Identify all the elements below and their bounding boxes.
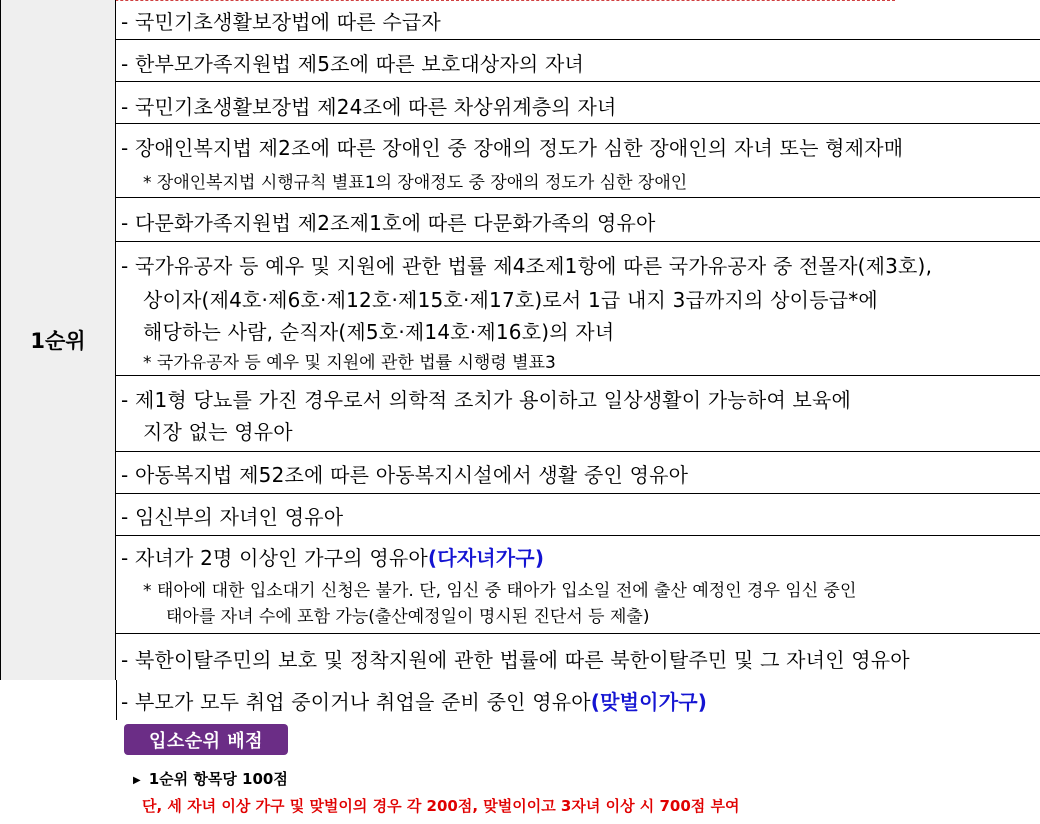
row-text: - 국가유공자 등 예우 및 지원에 관한 법률 제4조제1항에 따른 국가유공자 중 전몰자(제3호), — [121, 254, 933, 278]
table-row — [116, 452, 1040, 494]
table-row — [116, 40, 1040, 82]
row-note: 태아를 자녀 수에 포함 가능(출산예정일이 명시된 진단서 등 제출) — [166, 607, 650, 627]
row-text: 해당하는 사람, 순직자(제5호·제14호·제16호)의 자녀 — [143, 320, 615, 344]
rank-cell — [0, 0, 116, 680]
row-text: - 제1형 당뇨를 가진 경우로서 의학적 조치가 용이하고 일상생활이 가능하여 보육에 — [121, 388, 852, 412]
table-row — [116, 536, 1040, 634]
table-row — [116, 82, 1040, 124]
table-row — [116, 494, 1040, 536]
row-text-main: - 부모가 모두 취업 중이거나 취업을 준비 중인 영유아 — [121, 690, 591, 714]
table-row — [116, 680, 1040, 720]
row-text: - 국민기초생활보장법 제24조에 따른 차상위계층의 자녀 — [121, 95, 617, 119]
row-text — [121, 542, 544, 571]
row-note: * 태아에 대한 입소대기 신청은 불가. 단, 임신 중 태아가 입소일 전에 출산 예정인 경우 임신 중인 — [143, 581, 857, 601]
row-note: * 장애인복지법 시행규칙 별표1의 장애정도 중 장애의 정도가 심한 장애인 — [143, 173, 688, 193]
score-badge: 입소순위 배점 — [124, 724, 288, 755]
table-row — [116, 0, 1040, 40]
row-text: - 다문화가족지원법 제2조제1호에 따른 다문화가족의 영유아 — [121, 211, 656, 235]
row-note: * 국가유공자 등 예우 및 지원에 관한 법률 시행령 별표3 — [143, 353, 556, 373]
row-text: - 국민기초생활보장법에 따른 수급자 — [121, 10, 441, 34]
highlight-multi-child: (다자녀가구) — [427, 546, 545, 570]
table-row — [116, 376, 1040, 452]
row-text: - 아동복지법 제52조에 따른 아동복지시설에서 생활 중인 영유아 — [121, 463, 689, 487]
highlight-dual-income: (맞벌이가구) — [590, 690, 708, 714]
row-text — [121, 686, 707, 715]
score-bullet — [133, 768, 288, 789]
row-text: - 한부모가족지원법 제5조에 따른 보호대상자의 자녀 — [121, 52, 585, 76]
triangle-right-icon: ▶ — [133, 775, 141, 786]
row-text: - 임신부의 자녀인 영유아 — [121, 505, 344, 529]
table-row — [116, 242, 1040, 376]
table-row — [116, 634, 1040, 680]
table-row — [116, 198, 1040, 242]
score-exception-note: 단, 세 자녀 이상 가구 및 맞벌이의 경우 각 200점, 맞벌이이고 3자녀 이상 시 700점 부여 — [142, 797, 740, 815]
row-text: 상이자(제4호·제6호·제12호·제15호·제17호)로서 1급 내지 3급까지의 상이등급*에 — [143, 288, 878, 312]
row-text: - 북한이탈주민의 보호 및 정착지원에 관한 법률에 따른 북한이탈주민 및 그 자녀인 영유아 — [121, 648, 910, 672]
row-text: - 장애인복지법 제2조에 따른 장애인 중 장애의 정도가 심한 장애인의 자녀 또는 형제자매 — [121, 136, 904, 160]
score-text: 1순위 항목당 100점 — [148, 770, 288, 788]
table-row — [116, 124, 1040, 198]
row-text-main: - 자녀가 2명 이상인 가구의 영유아 — [121, 546, 428, 570]
row-text: 지장 없는 영유아 — [143, 420, 293, 444]
rank-label: 1순위 — [30, 329, 86, 353]
